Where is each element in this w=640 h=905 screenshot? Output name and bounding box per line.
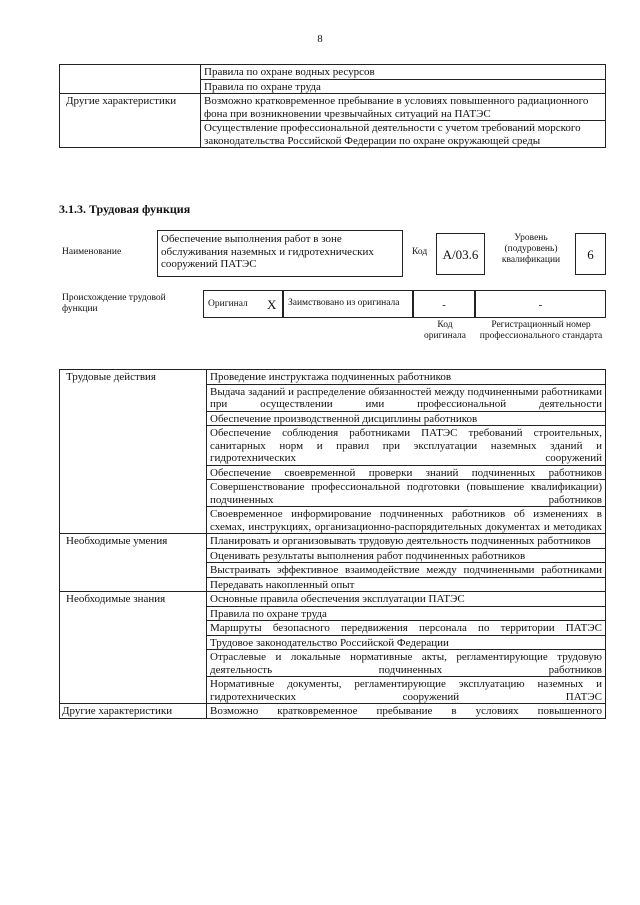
group-label: Необходимые знания <box>60 592 207 704</box>
table-cell: Нормативные документы, регламентирующие эксплуатацию наземных и гидротехнических сооружений ПАТЭС <box>207 677 606 704</box>
table-cell: Выстраивать эффективное взаимодействие между подчиненными работниками <box>207 563 606 578</box>
group-label: Необходимые умения <box>60 534 207 592</box>
origin-reg-number: - <box>475 290 606 318</box>
table-cell: Планировать и организовывать трудовую деятельность подчиненных работников <box>207 534 606 549</box>
original-mark: X <box>267 297 277 312</box>
origin-borrowed-box <box>283 290 413 318</box>
table-cell: Правила по охране труда <box>207 606 606 621</box>
table-cell: Обеспечение своевременной проверки знаний подчиненных работников <box>207 465 606 480</box>
table-cell: Правила по охране водных ресурсов <box>201 65 606 80</box>
function-code: A/03.6 <box>436 233 485 275</box>
origin-label: Происхождение трудовой функции <box>62 293 166 314</box>
table-row <box>60 534 606 549</box>
table-row <box>60 592 606 607</box>
row-label: Другие характеристики <box>60 94 201 148</box>
code-label: Код <box>412 247 428 257</box>
table-cell: Осуществление профессиональной деятельности с учетом требований морского законодательства Российской Федерации по охране окружающей среды <box>201 121 606 148</box>
original-label: Оригинал <box>208 299 248 309</box>
table-cell: Выдача заданий и распределение обязанностей между подчиненными работниками при осуществлении ими профессиональной деятельности <box>207 384 606 411</box>
top-characteristics-table <box>59 64 606 148</box>
table-row <box>60 65 606 80</box>
table-row <box>60 370 606 385</box>
level-label: Уровень (подуровень) квалификации <box>501 233 561 265</box>
table-cell: Проведение инструктажа подчиненных работников <box>207 370 606 385</box>
reg-caption: Регистрационный номер профессионального стандарта <box>479 320 603 341</box>
origin-code: - <box>413 290 475 318</box>
section-heading: 3.1.3. Трудовая функция <box>59 202 191 216</box>
table-cell: Маршруты безопасного передвижения персонала по территории ПАТЭС <box>207 621 606 636</box>
table-cell: Оценивать результаты выполнения работ подчиненных работников <box>207 548 606 563</box>
group-label: Другие характеристики <box>60 704 207 719</box>
qualification-level: 6 <box>575 233 606 275</box>
table-cell: Обеспечение соблюдения работниками ПАТЭС требований строительных, санитарных норм и правил при эксплуатации наземных зданий и гидротехнических сооружений <box>207 426 606 466</box>
page-number: 8 <box>317 33 323 45</box>
function-name: Обеспечение выполнения работ в зоне обслуживания наземных и гидротехнических сооружений ПАТЭС <box>157 230 403 277</box>
code-caption: Код оригинала <box>424 320 466 341</box>
table-cell: Совершенствование профессиональной подготовки (повышение квалификации) подчиненных работников <box>207 480 606 507</box>
table-cell: Возможно кратковременное пребывание в условиях повышенного радиационного фона при возникновении чрезвычайных ситуаций на ПАТЭС <box>201 94 606 121</box>
table-cell: Передавать накопленный опыт <box>207 577 606 592</box>
row-label <box>60 65 201 94</box>
table-cell: Возможно кратковременное пребывание в условиях повышенного <box>207 704 606 719</box>
table-row <box>60 94 606 121</box>
table-cell: Обеспечение производственной дисциплины работников <box>207 411 606 426</box>
table-cell: Своевременное информирование подчиненных работников об изменениях в схемах, инструкциях, организационно-распорядительных документах и методиках <box>207 507 606 534</box>
function-details-table <box>59 369 606 719</box>
name-label: Наименование <box>62 247 122 257</box>
table-cell: Правила по охране труда <box>201 79 606 94</box>
group-label: Трудовые действия <box>60 370 207 534</box>
table-cell: Трудовое законодательство Российской Федерации <box>207 635 606 650</box>
table-cell: Основные правила обеспечения эксплуатации ПАТЭС <box>207 592 606 607</box>
origin-original-box <box>203 290 283 318</box>
table-row <box>60 704 606 719</box>
borrowed-label: Заимствовано из оригинала <box>288 298 400 308</box>
table-cell: Отраслевые и локальные нормативные акты, регламентирующие трудовую деятельность подчиненных работников <box>207 650 606 677</box>
